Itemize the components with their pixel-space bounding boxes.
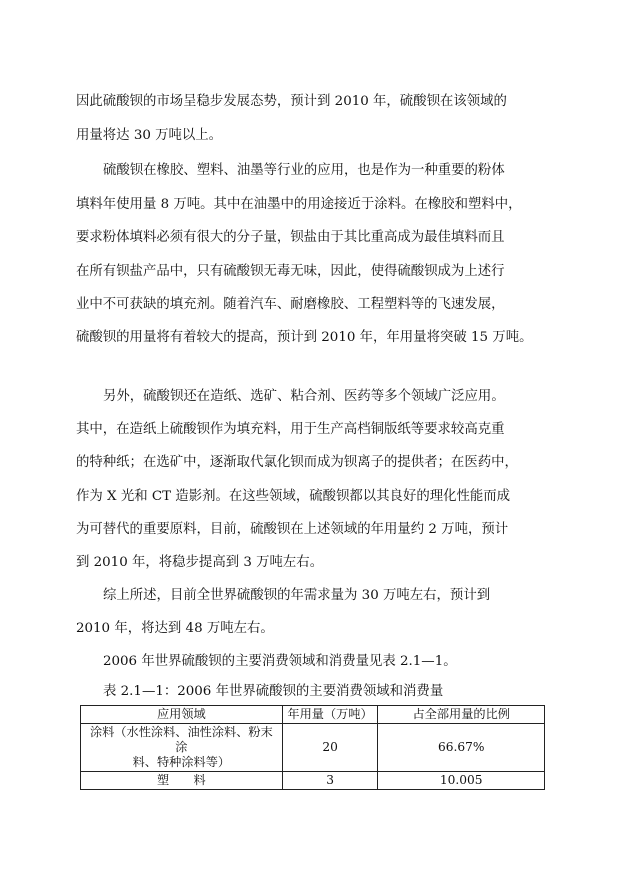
header-ratio: 占全部用量的比例 [378, 706, 545, 724]
paragraph-1-line-1: 因此硫酸钡的市场呈稳步发展态势，预计到 2010 年，硫酸钡在该领域的 [76, 94, 507, 109]
cell-ratio: 66.67% [378, 724, 545, 772]
paragraph-5-line-1: 2006 年世界硫酸钡的主要消费领域和消费量见表 2.1—1。 [103, 654, 457, 669]
paragraph-2-line-2: 填料年使用量 8 万吨。其中在油墨中的用途接近于涂料。在橡胶和塑料中， [76, 197, 522, 212]
paragraph-3-line-6: 到 2010 年，将稳步提高到 3 万吨左右。 [76, 555, 324, 570]
paragraph-1-line-2: 用量将达 30 万吨以上。 [76, 128, 223, 143]
header-field: 应用领域 [81, 706, 283, 724]
paragraph-2-line-6: 硫酸钡的用量将有着较大的提高，预计到 2010 年，年用量将突破 15 万吨。 [76, 330, 533, 345]
table-header-row [81, 706, 545, 724]
paragraph-2-line-4: 在所有钡盐产品中，只有硫酸钡无毒无味，因此，使得硫酸钡成为上述行 [76, 264, 505, 279]
paragraph-3-line-5: 为可替代的重要原料，目前，硫酸钡在上述领域的年用量约 2 万吨，预计 [76, 522, 509, 537]
cell-field-line-1: 涂料（水性涂料、油性涂料、粉末涂 [89, 725, 273, 754]
header-amount: 年用量（万吨） [282, 706, 378, 724]
paragraph-3-line-3: 的特种纸；在选矿中，逐渐取代氯化钡而成为钡离子的提供者；在医药中， [76, 455, 518, 470]
cell-ratio: 10.005 [378, 772, 545, 790]
consumption-table [80, 705, 545, 790]
cell-field: 塑 料 [81, 772, 283, 790]
cell-field-line-2: 料、特种涂料等） [132, 755, 231, 769]
paragraph-4-line-1: 综上所述，目前全世界硫酸钡的年需求量为 30 万吨左右，预计到 [103, 588, 491, 603]
table-caption: 表 2.1—1：2006 年世界硫酸钡的主要消费领域和消费量 [103, 684, 444, 699]
paragraph-3-line-4: 作为 X 光和 CT 造影剂。在这些领域，硫酸钡都以其良好的理化性能而成 [76, 489, 511, 504]
paragraph-4-line-2: 2010 年，将达到 48 万吨左右。 [76, 621, 274, 636]
cell-amount: 20 [282, 724, 378, 772]
paragraph-3-line-1: 另外，硫酸钡还在造纸、选矿、粘合剂、医药等多个领域广泛应用。 [103, 389, 505, 404]
cell-amount: 3 [282, 772, 378, 790]
cell-field [81, 724, 283, 772]
table-row [81, 724, 545, 772]
table-row [81, 772, 545, 790]
paragraph-2-line-5: 业中不可获缺的填充剂。随着汽车、耐磨橡胶、工程塑料等的飞速发展， [76, 297, 505, 312]
paragraph-2-line-1: 硫酸钡在橡胶、塑料、油墨等行业的应用，也是作为一种重要的粉体 [103, 163, 505, 178]
paragraph-3-line-2: 其中，在造纸上硫酸钡作为填充料，用于生产高档铜版纸等要求较高克重 [76, 422, 505, 437]
paragraph-2-line-3: 要求粉体填料必须有很大的分子量，钡盐由于其比重高成为最佳填料而且 [76, 230, 505, 245]
